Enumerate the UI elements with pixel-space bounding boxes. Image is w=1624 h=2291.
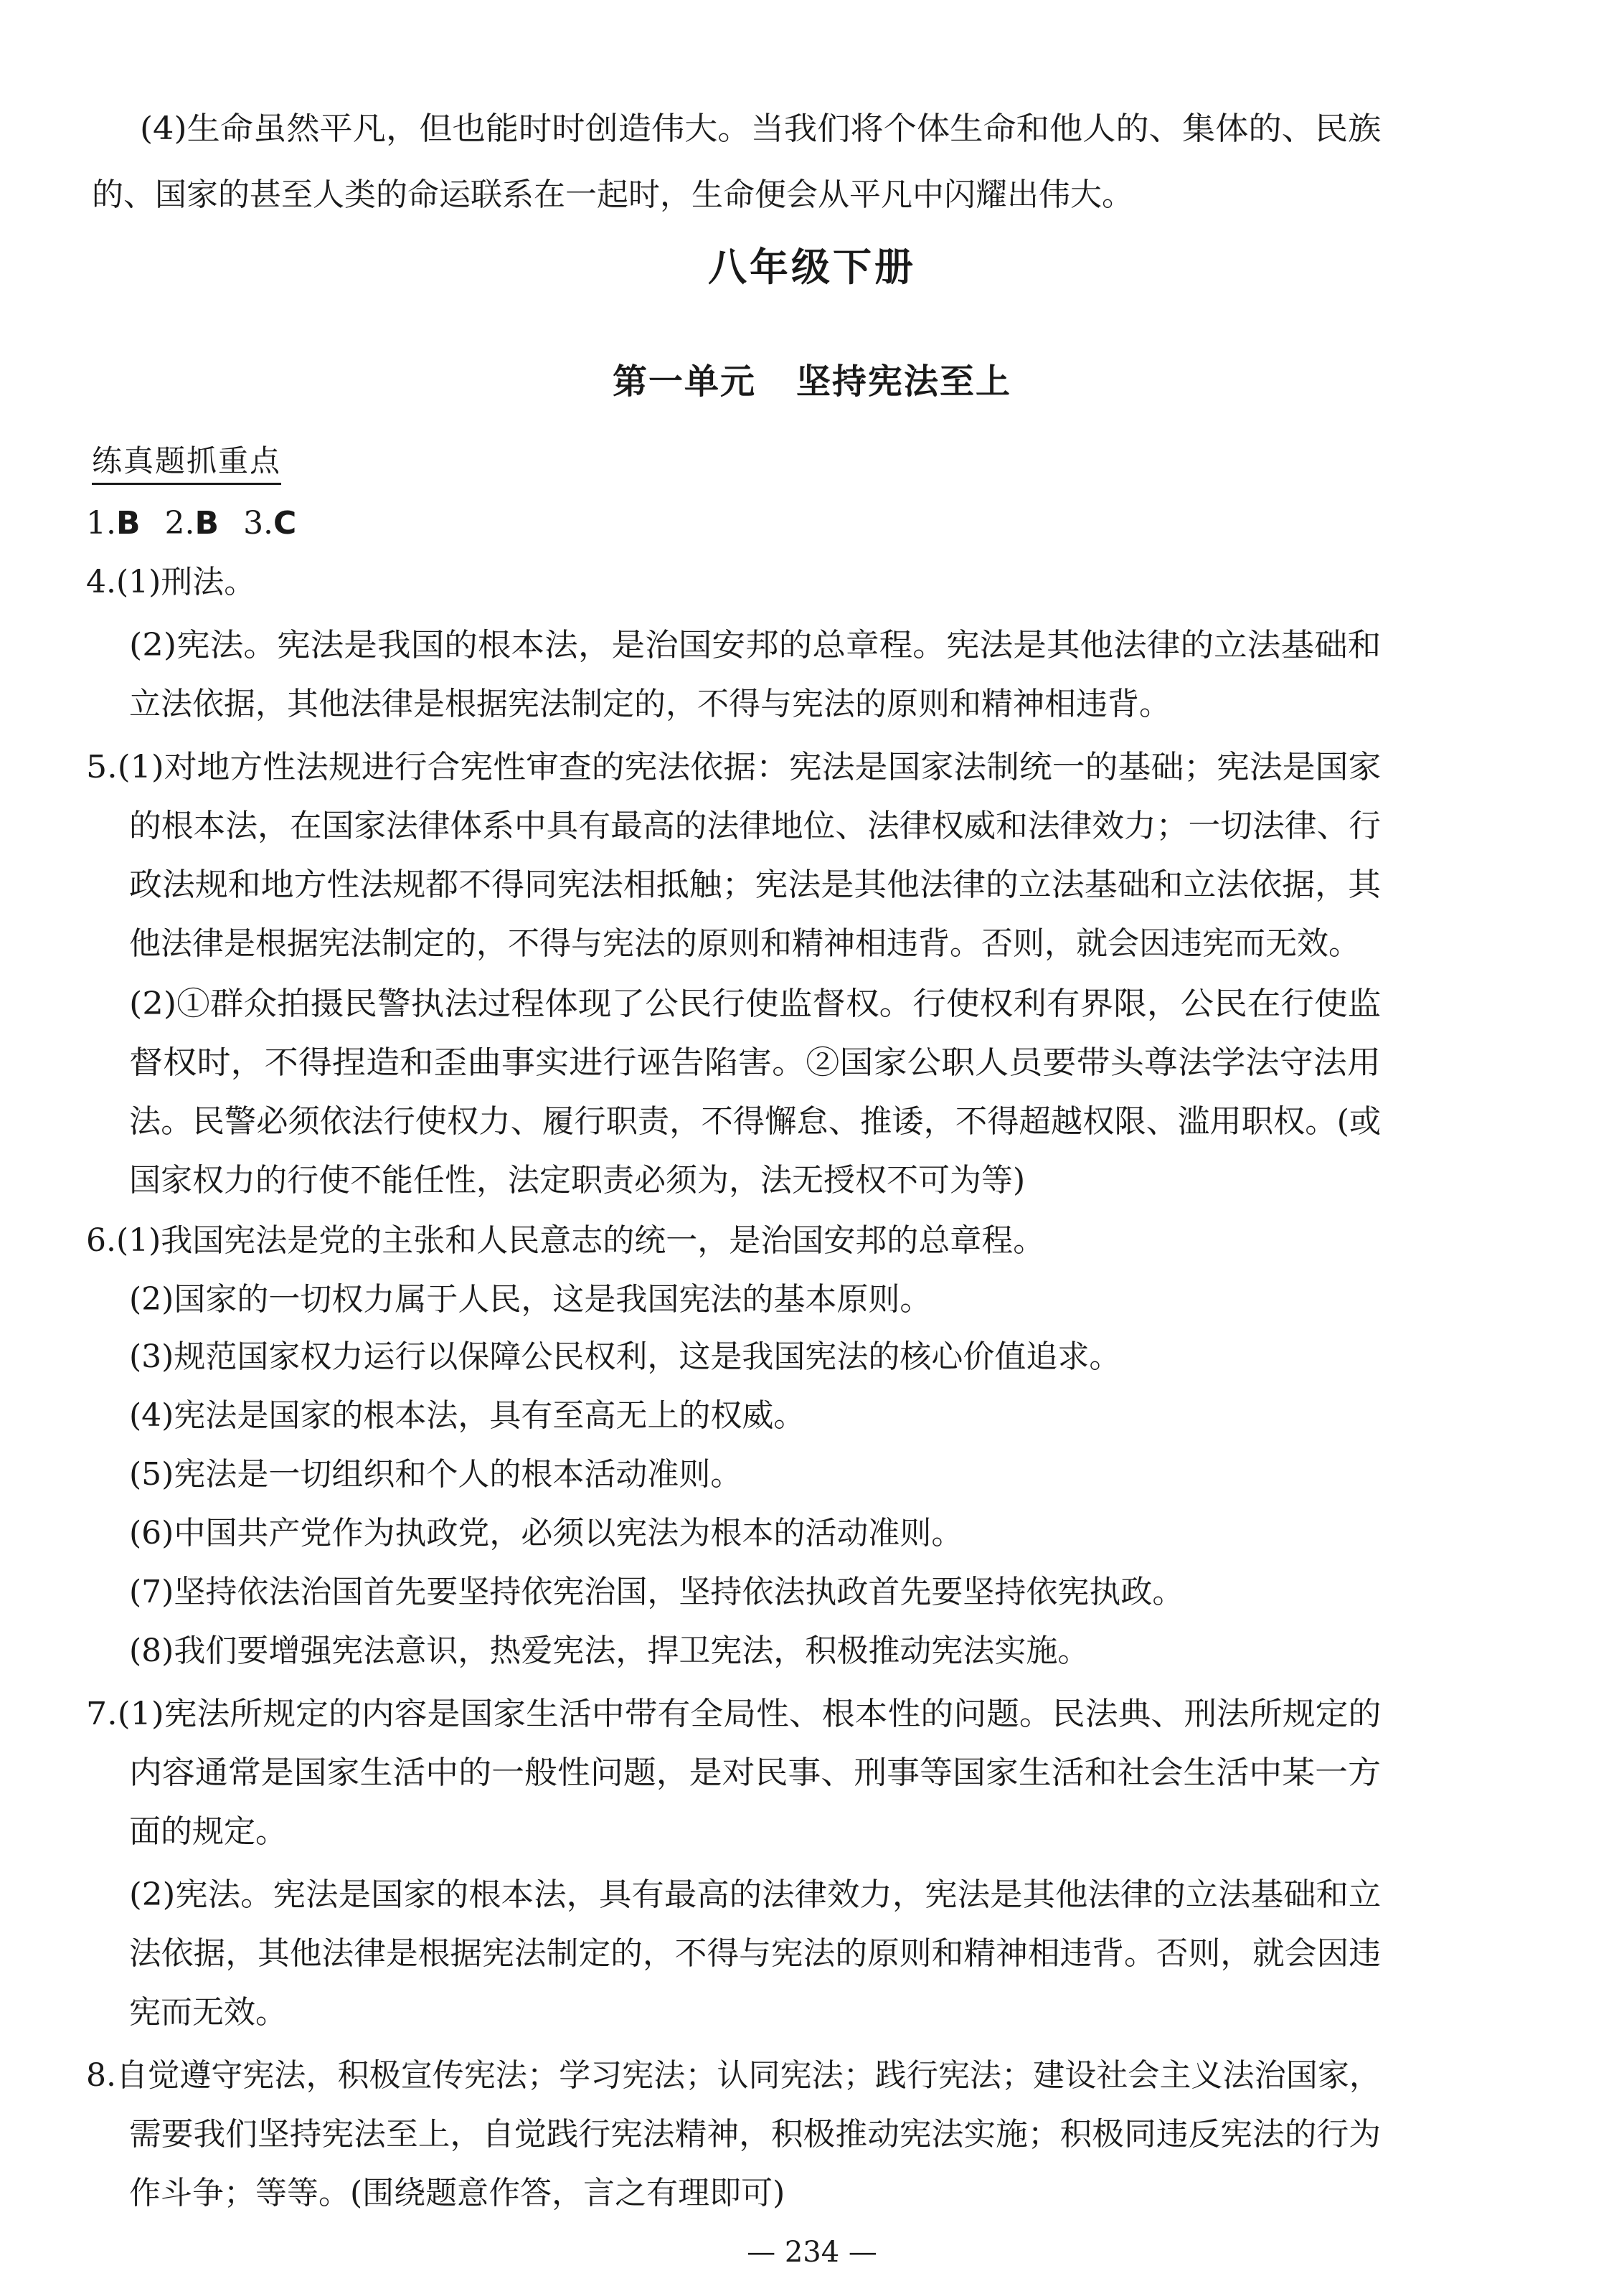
answer-line: 7.(1)宪法所规定的内容是国家生活中带有全局性、根本性的问题。民法典、刑法所规定的 [86,1696,1382,1732]
answer-line: (2)①群众拍摄民警执法过程体现了公民行使监督权。行使权利有界限，公民在行使监 [129,986,1382,1022]
answer-line: (2)宪法。宪法是我国的根本法，是治国安邦的总章程。宪法是其他法律的立法基础和 [129,627,1382,663]
answer-line: (6)中国共产党作为执政党，必须以宪法为根本的活动准则。 [129,1515,963,1551]
page-number: — 234 — [747,2236,877,2269]
intro-line-1: (4)生命虽然平凡，但也能时时创造伟大。当我们将个体生命和他人的、集体的、民族 [140,110,1382,147]
answer-line: (3)规范国家权力运行以保障公民权利，这是我国宪法的核心价值追求。 [129,1338,1121,1375]
answer-line: 8.自觉遵守宪法，积极宣传宪法；学习宪法；认同宪法；践行宪法；建设社会主义法治国家， [86,2057,1381,2094]
answer-line: 督权时，不得捏造和歪曲事实进行诬告陷害。②国家公职人员要带头尊法学法守法用 [129,1044,1381,1081]
answer-line: 的根本法，在国家法律体系中具有最高的法律地位、法律权威和法律效力；一切法律、行 [129,808,1382,844]
mcq-1-number: 1. [86,505,116,542]
intro-line-2: 的、国家的甚至人类的命运联系在一起时，生命便会从平凡中闪耀出伟大。 [92,176,1133,213]
unit-name: 坚持宪法至上 [796,362,1012,402]
grade-title: 八年级下册 [708,245,916,290]
answer-line: 需要我们坚持宪法至上，自觉践行宪法精神，积极推动宪法实施；积极同违反宪法的行为 [129,2116,1382,2153]
answer-line: 面的规定。 [129,1813,287,1850]
answer-line: 宪而无效。 [129,1994,287,2031]
answer-line: 作斗争；等等。(围绕题意作答，言之有理即可) [129,2175,785,2211]
mcq-3-number: 3. [243,505,274,542]
unit-number: 第一单元 [612,362,756,402]
answer-line: 法。民警必须依法行使权力、履行职责，不得懈怠、推诿，不得超越权限、滥用职权。(或 [129,1103,1382,1140]
answer-line: 6.(1)我国宪法是党的主张和人民意志的统一，是治国安邦的总章程。 [86,1222,1045,1259]
section-heading: 练真题抓重点 [92,441,281,485]
answer-line: 政法规和地方性法规都不得同宪法相抵触；宪法是其他法律的立法基础和立法依据，其 [129,866,1381,903]
mcq-2-number: 2. [164,505,195,542]
answer-line: (2)国家的一切权力属于人民，这是我国宪法的基本原则。 [129,1281,932,1318]
answer-line: (8)我们要增强宪法意识，热爱宪法，捍卫宪法，积极推动宪法实施。 [129,1633,1090,1669]
answer-line: 国家权力的行使不能任性，法定职责必须为，法无授权不可为等) [129,1162,1026,1199]
answer-line: (2)宪法。宪法是国家的根本法，具有最高的法律效力，宪法是其他法律的立法基础和立 [129,1876,1382,1913]
answer-line: 他法律是根据宪法制定的，不得与宪法的原则和精神相违背。否则，就会因违宪而无效。 [129,925,1360,962]
mcq-answers [86,502,296,545]
answer-line: 5.(1)对地方性法规进行合宪性审查的宪法依据：宪法是国家法制统一的基础；宪法是国家 [86,749,1382,785]
answer-line: 4.(1)刑法。 [86,564,256,600]
mcq-2-answer: B [194,505,219,542]
answer-line: 立法依据，其他法律是根据宪法制定的，不得与宪法的原则和精神相违背。 [129,686,1171,722]
mcq-1-answer: B [115,505,141,542]
answer-line: (4)宪法是国家的根本法，具有至高无上的权威。 [129,1397,806,1434]
answer-line: 法依据，其他法律是根据宪法制定的，不得与宪法的原则和精神相违背。否则，就会因违 [129,1935,1382,1972]
answer-line: 内容通常是国家生活中的一般性问题，是对民事、刑事等国家生活和社会生活中某一方 [129,1754,1381,1791]
answer-line: (5)宪法是一切组织和个人的根本活动准则。 [129,1456,742,1493]
mcq-3-answer: C [273,505,297,542]
answer-line: (7)坚持依法治国首先要坚持依宪治国，坚持依法执政首先要坚持依宪执政。 [129,1574,1184,1610]
unit-title [0,359,1624,405]
